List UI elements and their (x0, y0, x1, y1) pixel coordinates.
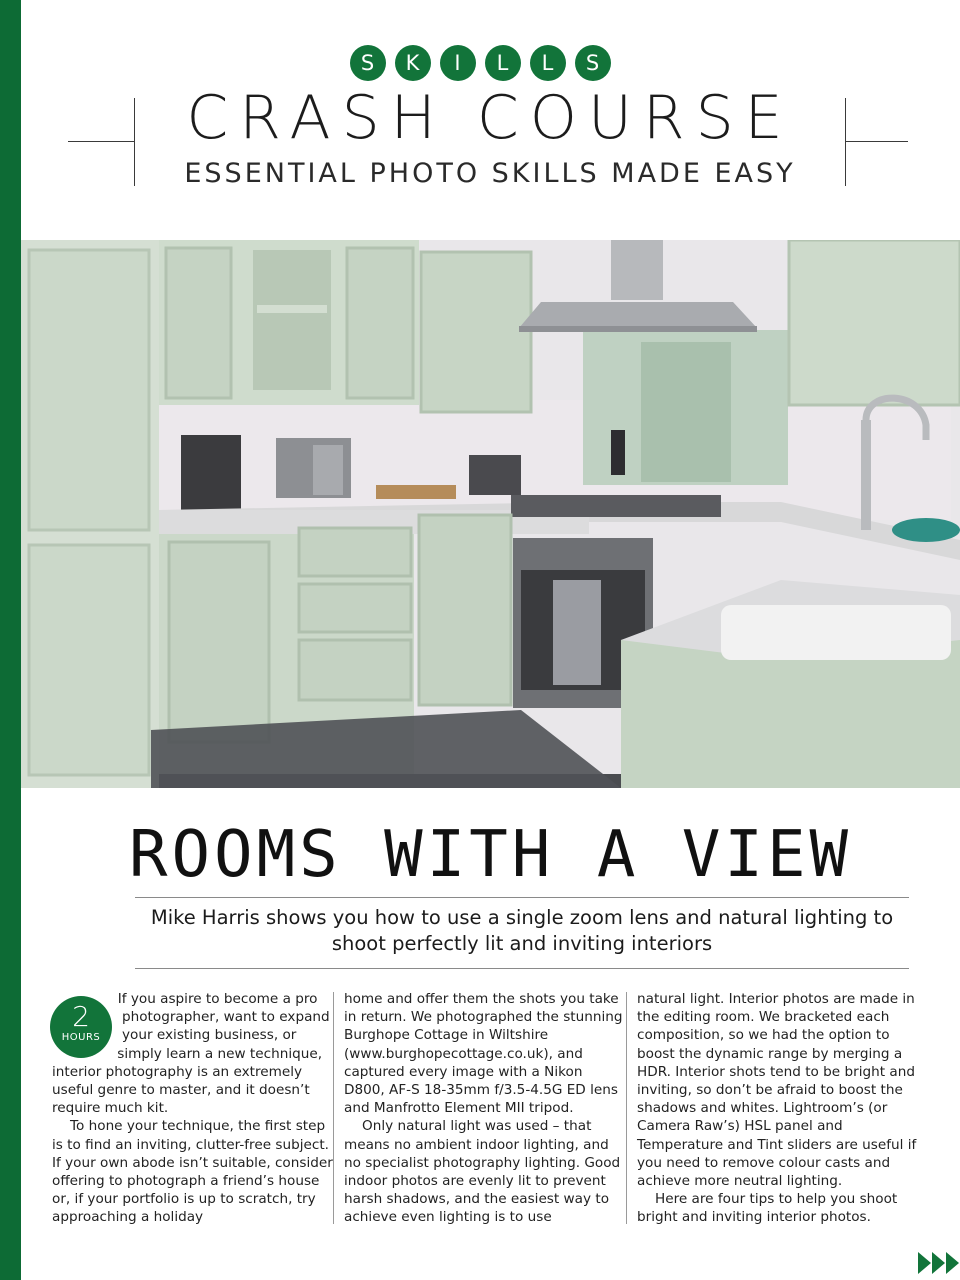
series-subtitle: ESSENTIAL PHOTO SKILLS MADE EASY (184, 158, 796, 189)
time-badge-number: 2 (72, 1000, 90, 1033)
green-spine-bar (0, 0, 21, 1280)
skills-letter: L (530, 45, 566, 81)
skills-letter: S (575, 45, 611, 81)
time-badge-unit: HOURS (61, 1032, 101, 1043)
body-paragraph: natural light. Interior photos are made in the editing room. We bracketed each composition, so we had the option to boost the dynamic range by merging a HDR. Interior shots tend to be bright and inviting, so don’t be afraid to boost the shadows and whites. Lightroom’s (or Camera Raw’s) HSL panel and Temperature and Tint sliders are useful if you need to remove colour casts and achieve more neutral lighting. (637, 991, 917, 1190)
body-paragraph: Only natural light was used – that means no ambient indoor lighting, and no specialist photography lighting. Good indoor photos are evenly lit to prevent harsh shadows, and the easiest way to achieve even lighting is to use (344, 1118, 621, 1226)
body-column-3 (637, 990, 919, 1227)
body-paragraph: home and offer them the shots you take in return. We photographed the stunning Burghope Cottage in Wiltshire (www.burghopecottage.co.uk), and captured every image with a Nikon D800, AF-S 18-35mm f/3.5-4.5G ED lens and Manfrotto Element MII tripod. (344, 991, 623, 1117)
skills-letter: S (350, 45, 386, 81)
body-paragraph: Here are four tips to help you shoot bright and inviting interior photos. (637, 1191, 898, 1226)
skills-letter: L (485, 45, 521, 81)
section-tag-skills (0, 45, 960, 81)
skills-letter: K (395, 45, 431, 81)
column-divider (333, 992, 334, 1224)
standfirst-rule-bottom (135, 968, 909, 969)
kitchen-illustration (21, 240, 960, 788)
triple-arrow-right-icon[interactable] (918, 1250, 960, 1276)
article-headline: ROOMS WITH A VIEW (128, 818, 853, 892)
header-rule-right (845, 141, 908, 142)
header-rule-left (68, 141, 134, 142)
body-column-2 (344, 990, 626, 1227)
body-paragraph: If you aspire to become a pro photographer, want to expand your existing business, or simply learn a new technique, interior photography is an extremely useful genre to master, and it doesn’t require much kit. (52, 991, 330, 1117)
skills-letter: I (440, 45, 476, 81)
hero-photo-kitchen (21, 240, 960, 788)
header-bracket-right (845, 98, 846, 186)
body-paragraph: To hone your technique, the first step is to find an inviting, clutter-free subject. If your own abode isn’t suitable, consider offering to photograph a friend’s house or, if your portfolio is up to scratch, try approaching a holiday (52, 1118, 333, 1226)
article-standfirst: Mike Harris shows you how to use a single zoom lens and natural lighting to shoot perfectly lit and inviting interiors (150, 906, 894, 955)
body-column-1 (52, 990, 334, 1227)
column-divider (626, 992, 627, 1224)
series-title: CRASH COURSE (186, 83, 794, 153)
standfirst-rule-top (135, 897, 909, 898)
time-badge (50, 996, 112, 1058)
